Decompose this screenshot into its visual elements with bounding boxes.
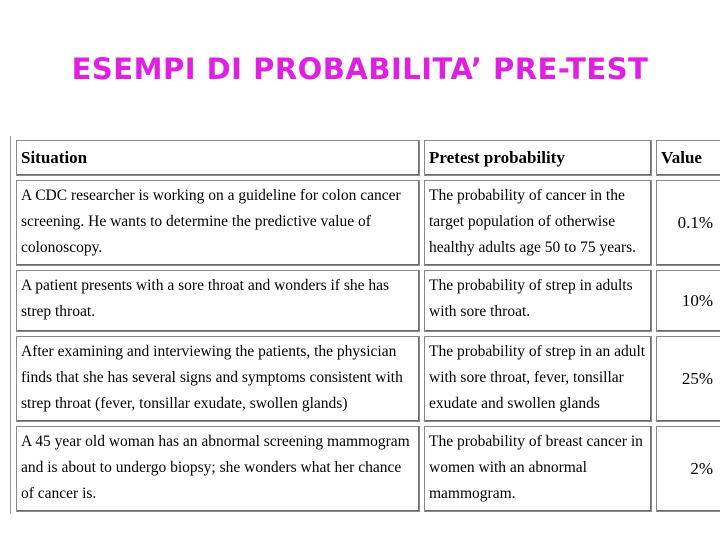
slide-title: ESEMPI DI PROBABILITA’ PRE-TEST <box>71 52 649 86</box>
pretest-table-container <box>10 136 720 514</box>
pretest-cell: The probability of cancer in the target population of otherwise healthy adults age 50 to 75 years. <box>424 180 652 266</box>
situation-cell: After examining and interviewing the patients, the physician finds that she has several signs and symptoms consistent with strep throat (fever, tonsillar exudate, swollen glands) <box>16 336 420 422</box>
value-cell: 0.1% <box>656 180 720 266</box>
header-value: Value <box>656 140 720 176</box>
situation-cell: A CDC researcher is working on a guideline for colon cancer screening. He wants to determine the predictive value of colonoscopy. <box>16 180 420 266</box>
table-header-row <box>16 140 720 176</box>
table-row <box>16 426 720 512</box>
situation-cell: A 45 year old woman has an abnormal screening mammogram and is about to undergo biopsy; she wonders what her chance of cancer is. <box>16 426 420 512</box>
table-row <box>16 336 720 422</box>
pretest-cell: The probability of strep in an adult with sore throat, fever, tonsillar exudate and swollen glands <box>424 336 652 422</box>
table-row <box>16 180 720 266</box>
pretest-cell: The probability of strep in adults with sore throat. <box>424 270 652 332</box>
value-cell: 2% <box>656 426 720 512</box>
value-cell: 25% <box>656 336 720 422</box>
situation-cell: A patient presents with a sore throat and wonders if she has strep throat. <box>16 270 420 332</box>
header-situation: Situation <box>16 140 420 176</box>
pretest-probability-table <box>12 136 720 514</box>
pretest-cell: The probability of breast cancer in women with an abnormal mammogram. <box>424 426 652 512</box>
value-cell: 10% <box>656 270 720 332</box>
header-pretest-probability: Pretest probability <box>424 140 652 176</box>
table-row <box>16 270 720 332</box>
